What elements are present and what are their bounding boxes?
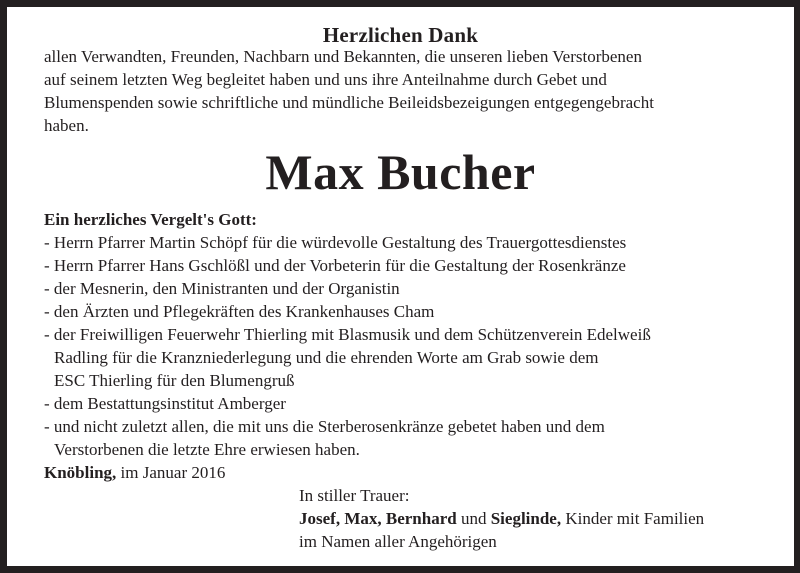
thanks-item: - den Ärzten und Pflegekräften des Krankenhauses Cham — [44, 302, 435, 321]
thanks-item: - und nicht zuletzt allen, die mit uns die Sterberosenkränze gebetet haben und dem — [44, 417, 605, 436]
thank-you-notice — [7, 7, 794, 566]
thanks-item: - der Freiwilligen Feuerwehr Thierling mit Blasmusik und dem Schützenverein Edelweiß — [44, 325, 651, 344]
intro-line: Blumenspenden sowie schriftliche und mündliche Beileidsbezeigungen entgegengebracht — [44, 93, 654, 112]
place-date — [44, 463, 225, 483]
place: Knöbling, — [44, 463, 117, 482]
thanks-item: - dem Bestattungsinstitut Amberger — [44, 394, 286, 413]
intro-line: allen Verwandten, Freunden, Nachbarn und Bekannten, die unseren lieben Verstorbenen — [44, 47, 642, 66]
names-bold: Josef, Max, Bernhard — [299, 509, 457, 528]
date: im Januar 2016 — [116, 463, 226, 482]
thanks-item: - Herrn Pfarrer Hans Gschlößl und der Vorbeterin für die Gestaltung der Rosenkränze — [44, 256, 626, 275]
intro-line: haben. — [44, 116, 89, 135]
thanks-item: - der Mesnerin, den Ministranten und der Organistin — [44, 279, 400, 298]
signature-intro: In stiller Trauer: — [299, 486, 410, 505]
obituary-card — [7, 7, 794, 566]
connector: und — [456, 509, 491, 528]
thanks-item: - Herrn Pfarrer Martin Schöpf für die würdevolle Gestaltung des Trauergottesdienstes — [44, 233, 627, 252]
signature-line2: im Namen aller Angehörigen — [299, 532, 497, 551]
thanks-item-continuation: Verstorbenen die letzte Ehre erwiesen haben. — [54, 440, 360, 459]
thanks-item-continuation: ESC Thierling für den Blumengruß — [54, 371, 295, 390]
thanks-heading: Ein herzliches Vergelt's Gott: — [44, 210, 257, 229]
deceased-name: Max Bucher — [265, 144, 536, 200]
names-bold: Sieglinde, — [490, 509, 562, 528]
heading: Herzlichen Dank — [322, 23, 479, 47]
thanks-item-continuation: Radling für die Kranzniederlegung und die ehrenden Worte am Grab sowie dem — [54, 348, 599, 367]
names-rest: Kinder mit Familien — [561, 509, 705, 528]
signature-names — [299, 509, 704, 529]
intro-line: auf seinem letzten Weg begleitet haben und uns ihre Anteilnahme durch Gebet und — [44, 70, 607, 89]
